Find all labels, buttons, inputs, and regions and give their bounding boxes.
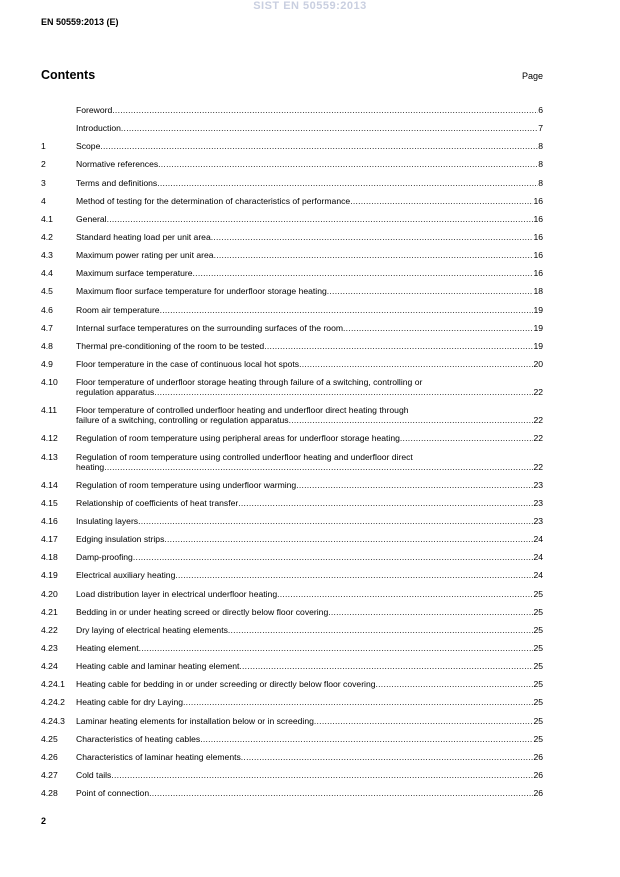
toc-entry-page: 19 [533, 304, 543, 315]
toc-entry[interactable] [41, 734, 543, 744]
toc-entry-page: 22 [533, 433, 543, 444]
dot-leader [160, 305, 534, 315]
dot-leader [350, 196, 533, 206]
dot-leader [175, 570, 533, 580]
dot-leader [289, 415, 534, 425]
toc-entry-number: 4.11 [41, 405, 58, 416]
toc-entry-number: 4.24 [41, 661, 58, 672]
toc-entry-title: Floor temperature in the case of continuous local hot spots [76, 358, 300, 369]
toc-entry-page: 8 [538, 159, 543, 170]
toc-entry-number: 4.15 [41, 497, 58, 508]
dot-leader [154, 387, 533, 397]
toc-entry-title: Damp-proofing [76, 552, 133, 563]
toc-entry-page: 23 [533, 515, 543, 526]
toc-entry-number: 4.26 [41, 751, 58, 762]
toc-entry-page: 16 [533, 195, 543, 206]
toc-entry-title-line: Regulation of room temperature using controlled underfloor heating and underfloor direct [76, 451, 413, 462]
toc-entry-number [41, 123, 76, 133]
dot-leader [400, 433, 534, 443]
toc-entry-page: 22 [533, 415, 543, 426]
toc-entry-number: 4.24.2 [41, 697, 65, 708]
toc-entry-number: 4.21 [41, 606, 58, 617]
toc-entry-number: 4.7 [41, 322, 53, 333]
toc-entry[interactable] [41, 196, 543, 206]
dot-leader [239, 661, 533, 671]
toc-entry[interactable] [41, 452, 543, 472]
toc-entry-title: Terms and definitions [76, 177, 158, 188]
toc-entry-title: Scope [76, 141, 101, 152]
toc-entry-number: 4.4 [41, 268, 53, 279]
dot-leader [241, 752, 534, 762]
dot-leader [112, 105, 538, 115]
dot-leader [376, 679, 534, 689]
toc-entry-page: 24 [533, 570, 543, 581]
toc-entry-title: heating [76, 461, 105, 472]
toc-entry-title: Maximum power rating per unit area [76, 250, 214, 261]
dot-leader [328, 607, 533, 617]
toc-entry-number: 4 [41, 195, 46, 206]
toc-entry-number [41, 105, 76, 115]
toc-entry-page: 8 [538, 141, 543, 152]
toc-entry-title: Insulating layers [76, 515, 139, 526]
toc-entry-page: 23 [533, 479, 543, 490]
toc-entry-number: 4.27 [41, 769, 58, 780]
dot-leader [139, 643, 534, 653]
toc-entry-page: 24 [533, 552, 543, 563]
toc-entry[interactable] [41, 433, 543, 443]
toc-entry-title: failure of a switching, controlling or regulation apparatus [76, 415, 289, 426]
table-of-contents [41, 105, 543, 806]
toc-entry-title: Regulation of room temperature using peripheral areas for underfloor storage heating [76, 433, 400, 444]
dot-leader [264, 341, 533, 351]
dot-leader [277, 589, 533, 599]
toc-entry[interactable] [41, 141, 543, 151]
toc-entry-title: Cold tails [76, 769, 112, 780]
page-number: 2 [41, 816, 47, 826]
toc-entry-number: 4.8 [41, 340, 53, 351]
toc-entry-title: Electrical auxiliary heating [76, 570, 176, 581]
toc-entry[interactable] [41, 480, 543, 490]
toc-entry[interactable] [41, 405, 543, 425]
toc-entry-page: 26 [533, 769, 543, 780]
dot-leader [296, 480, 533, 490]
toc-entry[interactable] [41, 214, 543, 224]
dot-leader [183, 697, 533, 707]
toc-entry-page: 16 [533, 250, 543, 261]
toc-entry-page: 25 [533, 715, 543, 726]
dot-leader [327, 286, 534, 296]
toc-entry-number: 1 [41, 141, 46, 152]
toc-entry[interactable] [41, 305, 543, 315]
toc-entry-title: Characteristics of heating cables [76, 733, 201, 744]
dot-leader [157, 178, 538, 188]
toc-entry-page: 25 [533, 588, 543, 599]
toc-entry[interactable] [41, 178, 543, 188]
toc-entry-title: Room air temperature [76, 304, 160, 315]
toc-entry-title: Heating element [76, 642, 139, 653]
document-id: EN 50559:2013 (E) [41, 17, 119, 27]
toc-entry-number: 4.17 [41, 534, 58, 545]
toc-entry-title: Foreword [76, 105, 113, 115]
toc-entry-number: 4.25 [41, 733, 58, 744]
toc-entry-page: 19 [533, 322, 543, 333]
toc-entry-page: 25 [533, 697, 543, 708]
toc-entry-page: 16 [533, 213, 543, 224]
toc-entry[interactable] [41, 607, 543, 617]
toc-entry[interactable] [41, 661, 543, 671]
toc-entry-title: Point of connection [76, 788, 150, 799]
toc-entry-number: 4.24.3 [41, 715, 65, 726]
toc-entry-number: 4.6 [41, 304, 53, 315]
dot-leader [200, 734, 533, 744]
toc-entry[interactable] [41, 788, 543, 798]
toc-entry-page: 26 [533, 751, 543, 762]
contents-heading: Contents [41, 68, 96, 82]
dot-leader [107, 214, 534, 224]
page-column-label: Page [521, 71, 543, 81]
toc-entry[interactable] [41, 770, 543, 780]
dot-leader [193, 268, 534, 278]
toc-entry-title: Heating cable and laminar heating element [76, 661, 240, 672]
toc-entry[interactable] [41, 359, 543, 369]
toc-entry-title: Edging insulation strips [76, 534, 165, 545]
toc-entry-number: 4.9 [41, 358, 53, 369]
toc-entry[interactable] [41, 341, 543, 351]
toc-entry-title: Method of testing for the determination of characteristics of performance [76, 195, 351, 206]
toc-entry-title: Maximum surface temperature [76, 268, 193, 279]
toc-entry-title: Internal surface temperatures on the surrounding surfaces of the room [76, 322, 344, 333]
toc-entry-number: 4.22 [41, 624, 58, 635]
toc-entry[interactable] [41, 159, 543, 169]
toc-entry[interactable] [41, 697, 543, 707]
toc-entry[interactable] [41, 679, 543, 689]
toc-entry-title: Relationship of coefficients of heat transfer [76, 497, 239, 508]
toc-entry-title: Normative references [76, 159, 159, 170]
toc-entry-number: 4.3 [41, 250, 53, 261]
toc-entry-page: 19 [533, 340, 543, 351]
toc-entry[interactable] [41, 716, 543, 726]
toc-entry-title: General [76, 213, 107, 224]
toc-entry-number: 4.10 [41, 377, 58, 388]
toc-entry-number: 4.1 [41, 213, 53, 224]
toc-entry[interactable] [41, 625, 543, 635]
dot-leader [158, 159, 538, 169]
toc-entry-number: 4.2 [41, 231, 53, 242]
toc-entry[interactable] [41, 123, 543, 133]
toc-entry-page: 20 [533, 358, 543, 369]
toc-entry[interactable] [41, 570, 543, 580]
dot-leader [138, 516, 533, 526]
dot-leader [299, 359, 533, 369]
toc-entry-number: 4.23 [41, 642, 58, 653]
toc-entry[interactable] [41, 377, 543, 397]
toc-entry-number: 4.18 [41, 552, 58, 563]
toc-entry-page: 16 [533, 231, 543, 242]
toc-entry-number: 3 [41, 177, 46, 188]
toc-entry-page: 25 [533, 624, 543, 635]
dot-leader [100, 141, 538, 151]
toc-entry-page: 7 [538, 123, 543, 134]
watermark: SIST EN 50559:2013 [253, 0, 367, 12]
toc-entry-number: 2 [41, 159, 46, 170]
toc-entry-page: 8 [538, 177, 543, 188]
toc-entry-number: 4.24.1 [41, 679, 65, 690]
toc-entry-number: 4.19 [41, 570, 58, 581]
toc-entry-page: 25 [533, 679, 543, 690]
toc-entry-title: Regulation of room temperature using underfloor warming [76, 479, 297, 490]
toc-entry[interactable] [41, 250, 543, 260]
toc-entry-title: Maximum floor surface temperature for underfloor storage heating [76, 286, 327, 297]
toc-entry-number: 4.13 [41, 451, 58, 462]
toc-entry-title: regulation apparatus [76, 387, 155, 398]
toc-entry[interactable] [41, 643, 543, 653]
dot-leader [133, 552, 534, 562]
toc-entry-title: Thermal pre-conditioning of the room to be tested [76, 340, 265, 351]
toc-entry-page: 24 [533, 534, 543, 545]
toc-entry-number: 4.14 [41, 479, 58, 490]
toc-entry-title: Introduction [76, 123, 121, 134]
toc-entry-title: Characteristics of laminar heating elements [76, 751, 241, 762]
toc-entry-page: 26 [533, 788, 543, 799]
toc-entry-title: Heating cable for bedding in or under screeding or directly below floor covering [76, 679, 376, 690]
toc-entry[interactable] [41, 105, 543, 115]
dot-leader [314, 716, 534, 726]
toc-entry-number: 4.16 [41, 515, 58, 526]
toc-entry-title: Standard heating load per unit area [76, 231, 211, 242]
toc-entry[interactable] [41, 752, 543, 762]
toc-entry-number: 4.5 [41, 286, 53, 297]
toc-entry-title-line: Floor temperature of underfloor storage heating through failure of a switching, controlling or [76, 377, 423, 388]
toc-entry-page: 25 [533, 733, 543, 744]
toc-entry-page: 16 [533, 268, 543, 279]
toc-entry[interactable] [41, 589, 543, 599]
toc-entry-page: 23 [533, 497, 543, 508]
toc-entry-number: 4.28 [41, 788, 58, 799]
toc-entry-number: 4.12 [41, 433, 58, 444]
dot-leader [104, 462, 533, 472]
dot-leader [211, 232, 534, 242]
toc-entry-page: 25 [533, 661, 543, 672]
toc-entry[interactable] [41, 552, 543, 562]
dot-leader [343, 323, 533, 333]
toc-entry[interactable] [41, 286, 543, 296]
toc-entry[interactable] [41, 323, 543, 333]
dot-leader [164, 534, 533, 544]
toc-entry[interactable] [41, 232, 543, 242]
toc-entry[interactable] [41, 268, 543, 278]
toc-entry-title: Heating cable for dry Laying [76, 697, 184, 708]
toc-entry[interactable] [41, 498, 543, 508]
toc-entry-title: Laminar heating elements for installation below or in screeding [76, 715, 314, 726]
toc-entry-number: 4.20 [41, 588, 58, 599]
toc-entry[interactable] [41, 516, 543, 526]
toc-entry-page: 25 [533, 642, 543, 653]
dot-leader [238, 498, 533, 508]
dot-leader [111, 770, 533, 780]
toc-entry-title: Dry laying of electrical heating elements [76, 624, 228, 635]
toc-entry-title-line: Floor temperature of controlled underfloor heating and underfloor direct heating through [76, 405, 409, 416]
dot-leader [214, 250, 534, 260]
toc-entry[interactable] [41, 534, 543, 544]
dot-leader [228, 625, 534, 635]
toc-entry-title: Load distribution layer in electrical underfloor heating [76, 588, 278, 599]
toc-entry-page: 18 [533, 286, 543, 297]
dot-leader [121, 123, 538, 133]
toc-entry-page: 6 [538, 105, 543, 115]
dot-leader [149, 788, 533, 798]
toc-entry-page: 22 [533, 461, 543, 472]
toc-entry-page: 25 [533, 606, 543, 617]
toc-entry-page: 22 [533, 387, 543, 398]
toc-entry-title: Bedding in or under heating screed or directly below floor covering [76, 606, 329, 617]
